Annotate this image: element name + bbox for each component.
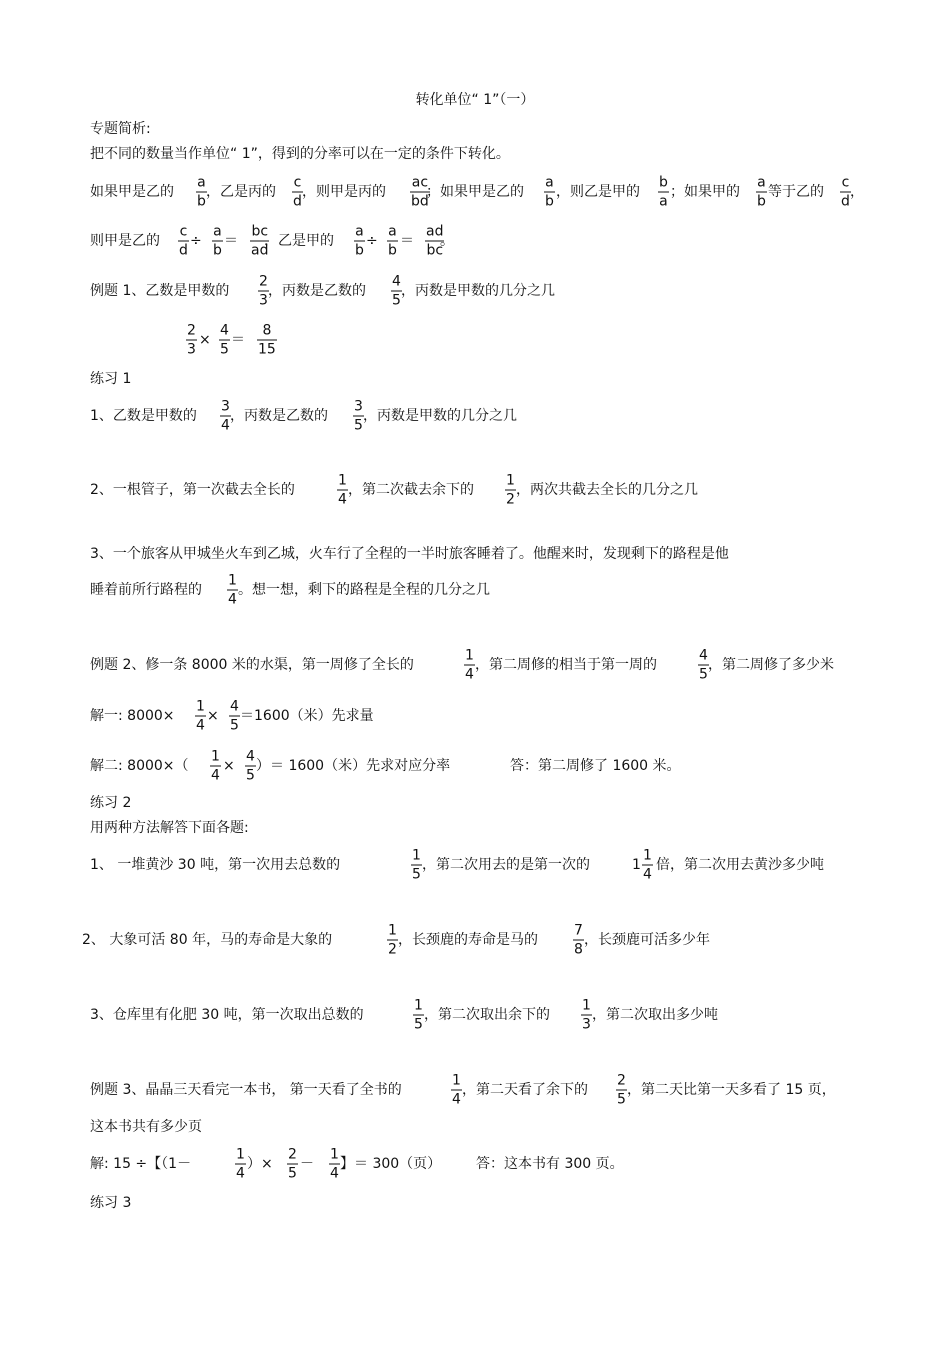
text: ，乙是甲的	[264, 233, 334, 249]
practice-1-q3-line1: 3、一个旅客从甲城坐火车到乙城，火车行了全程的一半时旅客睡着了。他醒来时，发现剩下的路程是他	[90, 546, 729, 562]
fraction: a b	[545, 174, 554, 210]
text: ，长颈鹿可活多少年	[584, 932, 710, 948]
text: 倍，第二次用去黄沙多少吨	[656, 857, 824, 873]
section-heading-analysis: 专题简析:	[90, 121, 151, 137]
text: ，乙是丙的	[206, 184, 276, 200]
fraction: 1 2	[506, 472, 515, 508]
text: 如果甲是乙的	[90, 184, 174, 200]
text: ，丙数是乙数的	[268, 283, 366, 299]
page-title: 转化单位“ 1”（一）	[415, 92, 535, 108]
fraction: 1 4	[211, 748, 220, 784]
fraction: 1 5	[414, 997, 423, 1033]
fraction: c d	[841, 174, 850, 210]
example-3-question-line2: 这本书共有多少页	[90, 1119, 202, 1135]
fraction: ac bd	[411, 174, 429, 210]
text: 】＝ 300（页）	[340, 1156, 442, 1172]
text: 睡着前所行路程的	[90, 582, 202, 598]
fraction: 4 5	[220, 322, 229, 358]
divide-sign: ÷	[190, 233, 202, 249]
divide-sign: ÷	[366, 233, 378, 249]
fraction: 2 3	[187, 322, 196, 358]
answer: 答：第二周修了 1600 米。	[510, 758, 681, 774]
fraction: 2 5	[288, 1146, 297, 1182]
text: 例题 1、乙数是甲数的	[90, 283, 230, 299]
fraction: 1 4	[236, 1146, 245, 1182]
fraction: 3 4	[221, 398, 230, 434]
text: ，第二天比第一天多看了 15 页，	[627, 1082, 836, 1098]
text: ，第二周修了多少米	[708, 657, 834, 673]
equals-sign: ＝	[231, 332, 245, 348]
fraction: c d	[179, 223, 188, 259]
practice-1-heading: 练习 1	[90, 371, 132, 387]
text: ，第二次取出多少吨	[592, 1007, 718, 1023]
fraction: 1 4	[452, 1072, 461, 1108]
fraction: ad bc	[426, 223, 444, 259]
text: 。	[440, 233, 454, 249]
text: ；如果甲是乙的	[426, 184, 524, 200]
fraction: 8 15	[258, 322, 276, 358]
fraction: 4 5	[392, 273, 401, 309]
text: ，丙数是甲数的几分之几	[401, 283, 555, 299]
fraction: a b	[388, 223, 397, 259]
equals-sign: ＝	[224, 233, 238, 249]
text: 3、仓库里有化肥 30 吨，第一次取出总数的	[90, 1007, 364, 1023]
fraction: a b	[213, 223, 222, 259]
text: 例题 3、晶晶三天看完一本书， 第一天看了全书的	[90, 1082, 402, 1098]
text: 1、 一堆黄沙 30 吨，第一次用去总数的	[90, 857, 341, 873]
times-sign: ×	[223, 758, 235, 774]
text: ）＝ 1600（米）先求对应分率	[256, 758, 451, 774]
text: 1、乙数是甲数的	[90, 408, 197, 424]
text: ，丙数是乙数的	[230, 408, 328, 424]
fraction: 1 4	[465, 647, 474, 683]
fraction: bc ad	[251, 223, 269, 259]
text: 则甲是乙的	[90, 233, 160, 249]
fraction: 1 4	[338, 472, 347, 508]
fraction: a b	[197, 174, 206, 210]
intro-line: 把不同的数量当作单位“ 1”，得到的分率可以在一定的条件下转化。	[90, 146, 510, 162]
practice-2-heading: 练习 2	[90, 795, 132, 811]
fraction: 1 5	[412, 847, 421, 883]
fraction: a b	[757, 174, 766, 210]
fraction: 1 2	[388, 922, 397, 958]
fraction: 4 5	[699, 647, 708, 683]
text: 解二: 8000×（	[90, 758, 189, 774]
fraction: c d	[293, 174, 302, 210]
text: ，	[850, 184, 864, 200]
fraction: 1 4	[228, 572, 237, 608]
text: ，长颈鹿的寿命是马的	[398, 932, 538, 948]
practice-3-heading: 练习 3	[90, 1195, 132, 1211]
text: ，第二周修的相当于第一周的	[475, 657, 657, 673]
text: ，第二天看了余下的	[462, 1082, 588, 1098]
text: 。想一想，剩下的路程是全程的几分之几	[238, 582, 490, 598]
fraction: b a	[659, 174, 668, 210]
text: ；如果甲的	[670, 184, 740, 200]
fraction: 1 4	[196, 698, 205, 734]
text: 解: 15 ÷【（1－	[90, 1156, 192, 1172]
text: ，则甲是丙的	[302, 184, 386, 200]
text: ，则乙是甲的	[556, 184, 640, 200]
times-sign: ）×	[247, 1156, 273, 1172]
fraction: 1 4	[330, 1146, 339, 1182]
fraction: 2 5	[617, 1072, 626, 1108]
text: 解一: 8000×	[90, 708, 175, 724]
fraction: 7 8	[574, 922, 583, 958]
fraction: 3 5	[354, 398, 363, 434]
minus-sign: －	[300, 1156, 314, 1172]
text: ，第二次截去余下的	[348, 482, 474, 498]
equals-sign: ＝	[400, 233, 414, 249]
fraction: 1 3	[582, 997, 591, 1033]
times-sign: ×	[207, 708, 219, 724]
fraction: 4 5	[246, 748, 255, 784]
text: 等于乙的	[768, 184, 824, 200]
text: ，第二次用去的是第一次的	[422, 857, 590, 873]
practice-2-subheading: 用两种方法解答下面各题:	[90, 820, 249, 836]
text: ，丙数是甲数的几分之几	[363, 408, 517, 424]
times-sign: ×	[199, 332, 211, 348]
text: ，第二次取出余下的	[424, 1007, 550, 1023]
fraction: 4 5	[230, 698, 239, 734]
text: ，两次共截去全长的几分之几	[516, 482, 698, 498]
text: 2、一根管子，第一次截去全长的	[90, 482, 295, 498]
fraction: a b	[355, 223, 364, 259]
fraction: 2 3	[259, 273, 268, 309]
text: ＝1600（米）先求量	[240, 708, 374, 724]
text: 例题 2、修一条 8000 米的水渠，第一周修了全长的	[90, 657, 414, 673]
mixed-number-whole: 1	[632, 857, 641, 873]
text: 2、 大象可活 80 年，马的寿命是大象的	[82, 932, 333, 948]
answer: 答：这本书有 300 页。	[476, 1156, 624, 1172]
fraction: 1 4	[643, 847, 652, 883]
